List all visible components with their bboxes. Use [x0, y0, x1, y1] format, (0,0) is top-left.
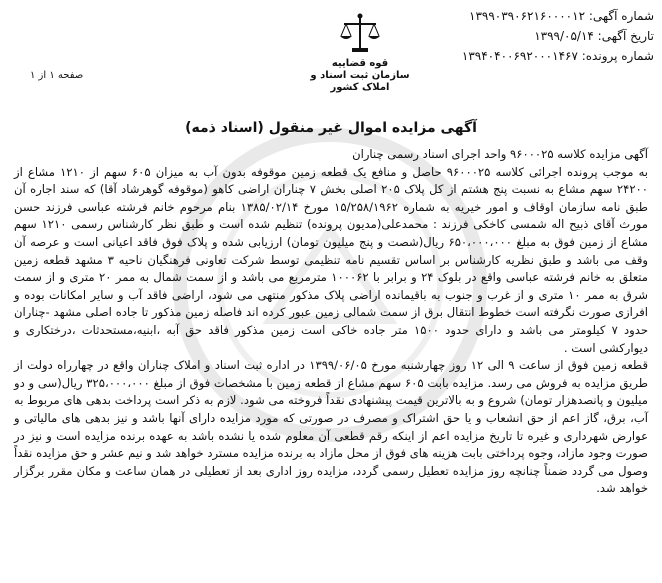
notice-paragraph-property: به موجب پرونده اجرائی کلاسه ۹۶۰۰۰۲۵ حاصل و منافع یک قطعه زمین موقوفه بدون آب به میزان ۶۰۵ سهم از ۱۲۱۰ مشاع از ۲۴۲۰۰ سهم مشاع به نسبت پنج هشتم از کل پلاک ۲۰۵ اصلی بخش ۷ چناران اراضی کاهو (موقوفه گوهرشاد آقا) که سند اجاره آن طبق نامه سازمان اوقاف و امور خیریه به شماره ۱۵/۲۵۸/۱۹۶۲ مورخ ۱۳۸۵/۰۲/۱۴ بنام مرحوم خانم فرشته عباسی فرزند حسن مورث آقای ذبیح اله شمسی کاخکی فرزند : محمدعلی(مدیون پرونده) تنظیم شده است و طبق نظر کارشناس رسمی ۱۲۱۰ سهم مشاع از زمین فوق به مبلغ ۶۵۰،۰۰۰،۰۰۰ ریال(شصت و پنج میلیون تومان) ارزیابی شده و پلاک فوق فاقد اعیانی است و عرصه آن وقف می باشد و طبق نظریه کارشناس بر اساس تقسیم نامه تنظیمی توسط شرکت تعاونی فرهنگیان ناحیه ۳ مشهد قطعه زمین متعلق به خانم فرشته عباسی واقع در بلوک ۲۴ و برابر با ۱۰۰۰۶۲ مترمربع می باشد و از سمت شمال به ممر ۲۰ متری و از سمت شرق به ممر ۱۰ متری و از غرب و جنوب به باقیمانده اراضی پلاک مذکور منتهی می شود، اراضی فاقد آب و سایر امکانات بوده و افرازی صورت نگرفته است خطوط انتقال برق از سمت شمالی زمین عبور کرده اند فاصله زمین مذکور تا جاده اصلی مشهد -چناران حدود ۷ کیلومتر می باشد و دارای حدود ۱۵۰۰ متر جاده خاکی است زمین مذکور فاقد حق آبه ،ابنیه،مستحدثات ،درختکاری و دیوارکشی است . [14, 164, 649, 355]
page-indicator: صفحه ۱ از ۱ [30, 70, 84, 81]
notice-paragraph-auction: قطعه زمین فوق از ساعت ۹ الی ۱۲ روز چهارشنبه مورخ ۱۳۹۹/۰۶/۰۵ در اداره ثبت اسناد و املاک چناران واقع در چهارراه دولت از طریق مزایده به فروش می رسد. مزایده بابت ۶۰۵ سهم مشاع از قطعه زمین با مشخصات فوق از مبلغ ۳۲۵،۰۰۰،۰۰۰ ریال(سی و دو میلیون و پانصدهزار تومان) شروع و به بالاترین قیمت پیشنهادی نقداً فروخته می شود. لازم به ذکر است پرداخت بدهی های مربوط به آب، برق، گاز اعم از حق انشعاب و یا حق اشتراک و مصرف در صورتی که مورد مزایده دارای آنها باشد و نیز بدهی های مالیاتی و عوارض شهرداری و غیره تا تاریخ مزایده اعم از اینکه رقم قطعی آن معلوم شده یا نشده باشد به عهده برنده مزایده است و نیز در صورت وجود مازاد، وجوه پرداختی بابت هزینه های فوق از محل مازاد به برنده مزایده مسترد خواهد شد و نیم عشر و حق مزایده نقداً وصول می گردد ضمناً چنانچه روز مزایده تعطیل رسمی گردد، مزایده روز اداری بعد از تعطیلی در همان ساعت و مکان مقرر برگزار خواهد شد. [14, 358, 648, 496]
scales-of-justice-icon [338, 12, 382, 56]
notice-body [14, 146, 648, 498]
org-name-judiciary: قوه قضاییه [331, 58, 389, 69]
document-header [0, 0, 662, 118]
case-number: شماره پرونده: ۱۳۹۴۰۴۰۰۶۹۲۰۰۰۱۴۶۷ [461, 49, 654, 63]
notice-subject: آگهی مزایده کلاسه ۹۶۰۰۰۲۵ واحد اجرای اسناد رسمی چناران [352, 147, 648, 161]
ad-date: تاریخ آگهی: ۱۳۹۹/۰۵/۱۴ [534, 29, 654, 43]
judiciary-emblem [300, 12, 420, 104]
org-name-registration: سازمان ثبت اسناد و املاک کشور [310, 70, 410, 93]
ad-number: شماره آگهی: ۱۳۹۹۰۳۹۰۶۲۱۶۰۰۰۰۱۲ [469, 9, 654, 23]
page-title: آگهی مزایده اموال غیر منقول (اسناد ذمه) [185, 120, 477, 136]
ad-meta [462, 6, 654, 66]
